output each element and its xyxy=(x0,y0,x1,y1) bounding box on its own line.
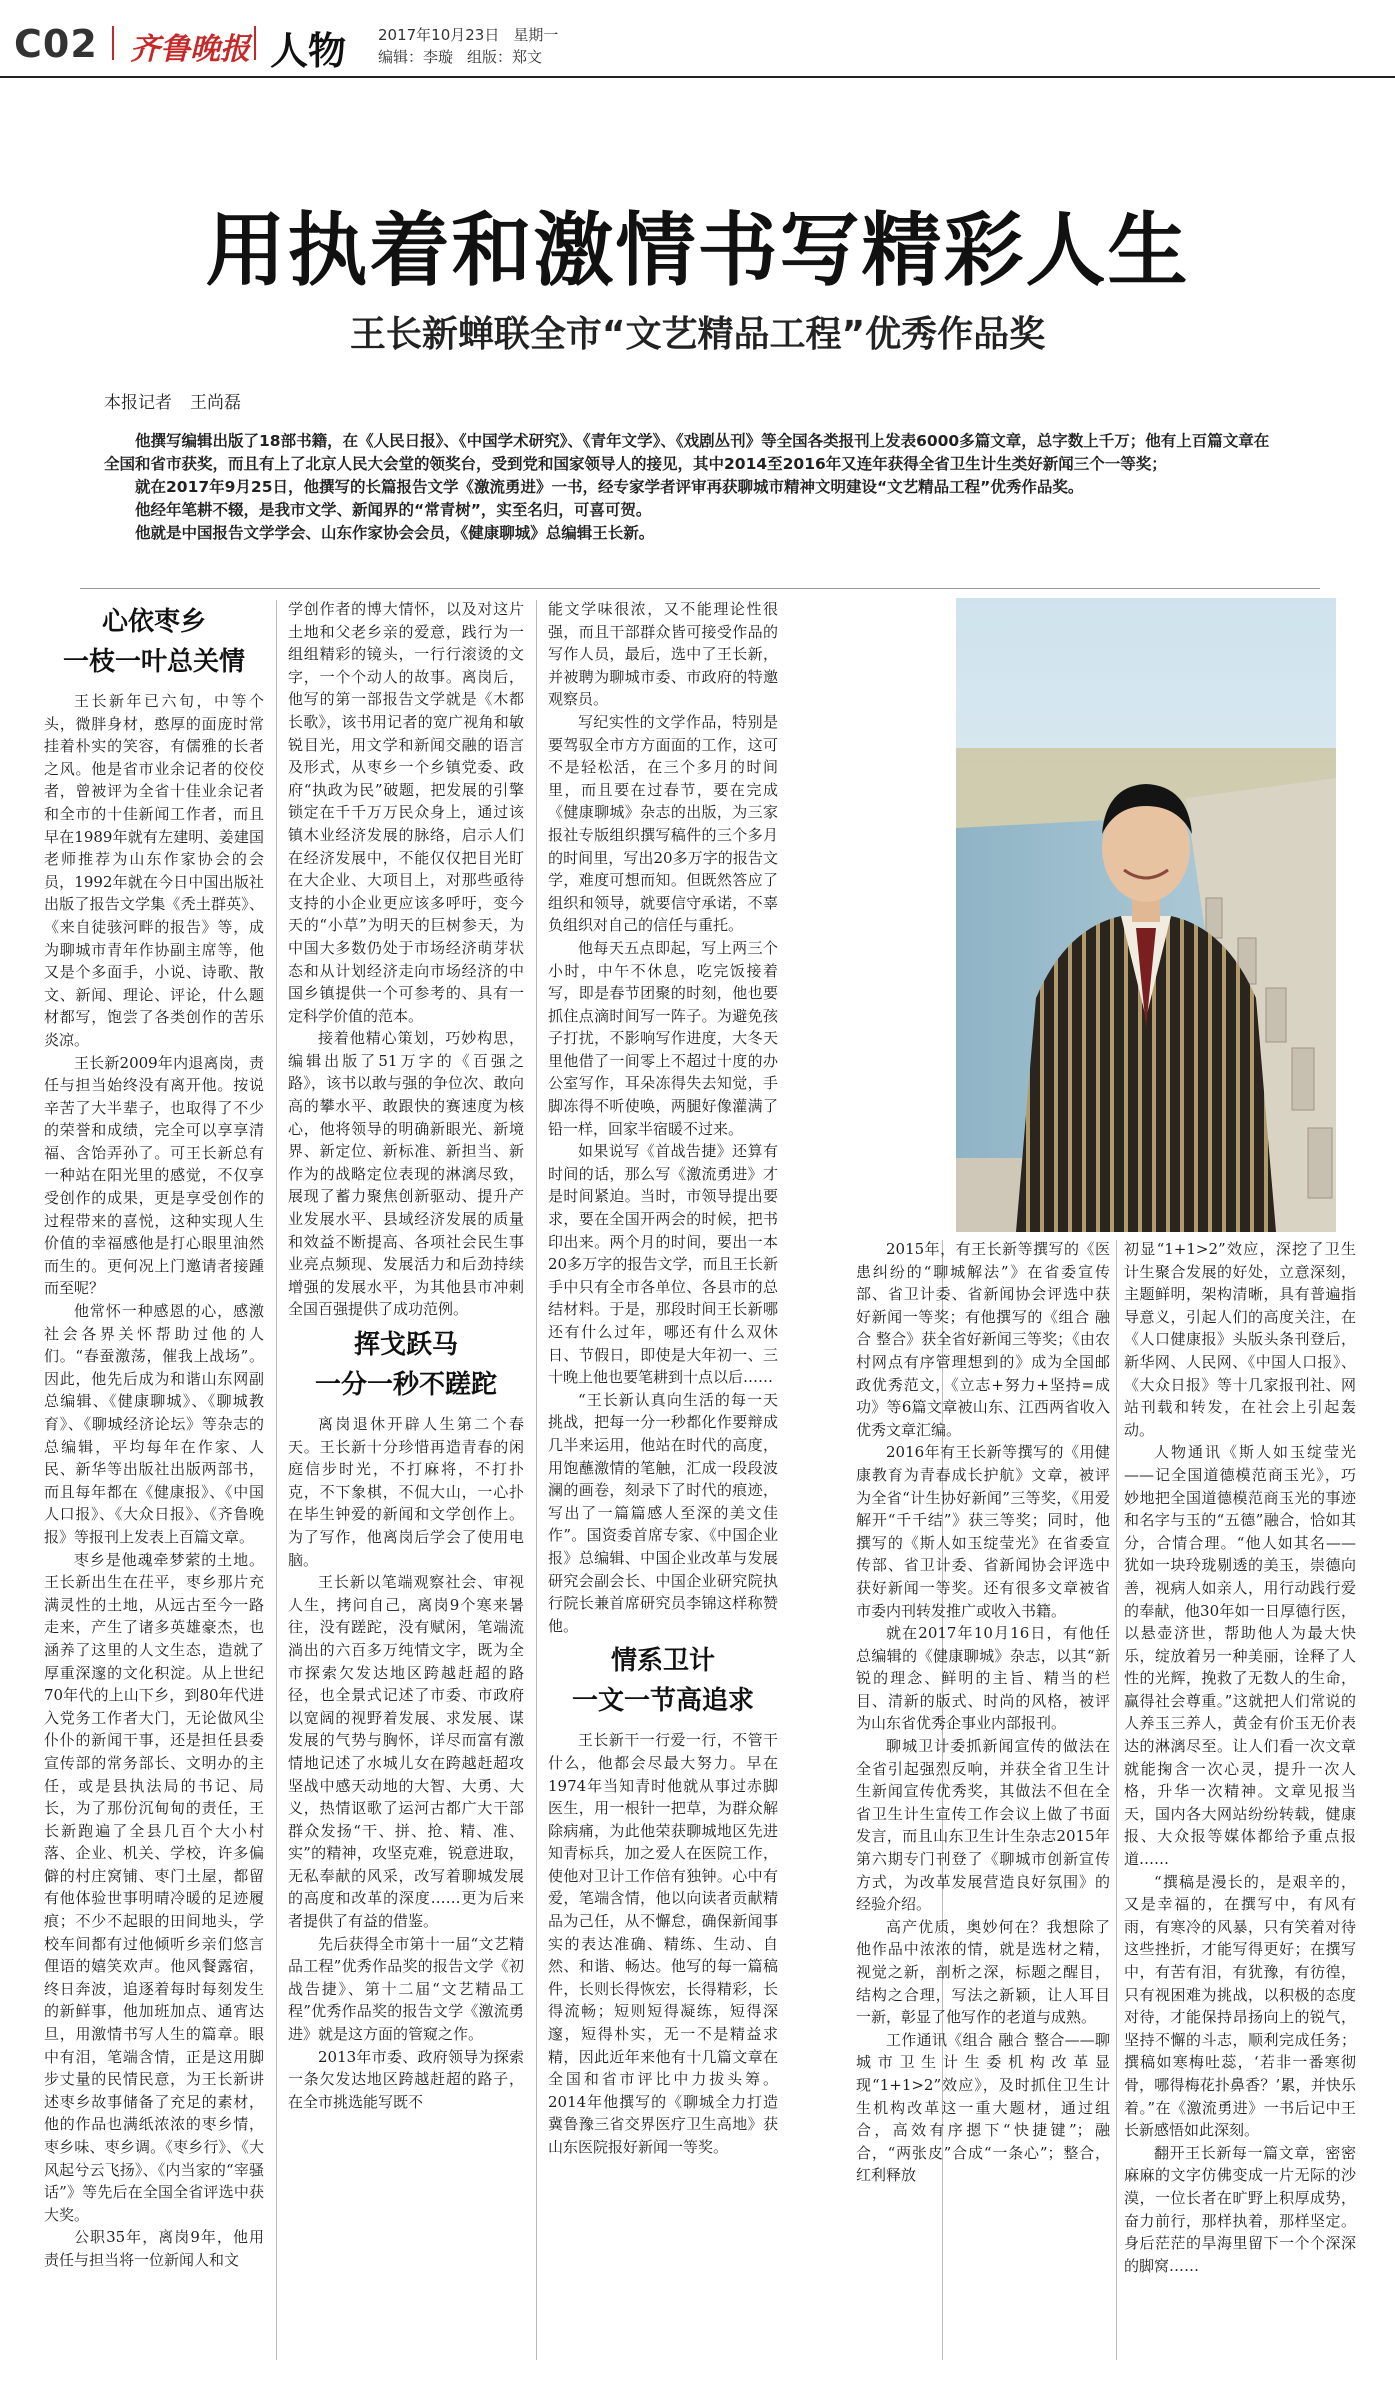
article-paragraph: 王长新2009年内退离岗，责任与担当始终没有离开他。按说辛苦了大半辈子，也取得了不少的荣誉和成绩，完全可以享享清福、含饴弄孙了。可王长新总有一种站在阳光里的感觉，不仅享受创作的成果，更是享受创作的过程带来的喜悦，这种实现人生价值的幸福感他是打心眼里油然而生的。更何况上门邀请者接踵而至呢？ xyxy=(44,1053,264,1298)
article-column-4 xyxy=(856,1238,1110,2368)
lead-paragraph: 他就是中国报告文学学会、山东作家协会会员，《健康聊城》总编辑王长新。 xyxy=(135,524,655,542)
byline xyxy=(104,388,259,413)
column-divider xyxy=(276,600,277,2360)
editor-credit: 编辑：李璇 xyxy=(378,48,454,66)
article-paragraph: “撰稿是漫长的，是艰辛的，又是幸福的，在撰写中，有风有雨，有寒冷的风暴，只有笑着对待这些挫折，才能写得更好；在撰写中，有苦有泪，有犹豫，有彷徨，只有视困难为挑战，以积极的态度对待，才能保持昂扬向上的锐气，坚持不懈的斗志，顺利完成任务；撰稿如寒梅吐蕊，‘若非一番寒彻骨，哪得梅花扑鼻香？’累，并快乐着。”在《激流勇进》一书后记中王长新感悟如此深刻。 xyxy=(1124,1872,1356,2140)
article-column-5 xyxy=(1124,1238,1356,2368)
article-paragraph: 王长新以笔端观察社会、审视人生，拷问自己，离岗9个寒来暑往，没有蹉跎，没有赋闲，笔端流淌出的六百多万纯情文字，既为全市探索欠发达地区跨越赶超的路径，也全景式记述了市委、市政府以宽阔的视野着发展、求发展、谋发展的气势与胸怀，详尽而富有激情地记述了水城儿女在跨越赶超攻坚战中感天动地的大智、大勇、大义，热情讴歌了运河古都广大干部群众发扬“干、拼、抢、精、准、实”的精神，攻坚克难，锐意进取，无私奉献的风采，改写着聊城发展的高度和改革的深度……更为后来者提供了有益的借鉴。 xyxy=(288,1573,524,1931)
section-subhead-2: 挥戈跃马 一分一秒不蹉跎 xyxy=(314,1330,497,1400)
portrait-photo xyxy=(956,598,1336,1232)
column-divider xyxy=(1116,1240,1117,2360)
header-divider xyxy=(254,26,256,60)
newspaper-masthead: 齐鲁晚报 xyxy=(130,32,250,67)
issue-weekday: 星期一 xyxy=(513,26,559,44)
lead-paragraph: 就在2017年9月25日，他撰写的长篇报告文学《激流勇进》一书，经专家学者评审再获聊城市精神文明建设“文艺精品工程”优秀作品奖。 xyxy=(135,478,1084,496)
sub-headline: 王长新蝉联全市“文艺精品工程”优秀作品奖 xyxy=(349,314,1046,355)
article-paragraph: 王长新年已六旬，中等个头，微胖身材，憨厚的面庞时常挂着朴实的笑容，有儒雅的长者之风。他是省市业余记者的佼佼者，曾被评为全省十佳业余记者和全市的十佳新闻工作者，而且早在1989年就有左建明、姜建国老师推荐为山东作家协会的会员，1992年就在今日中国出版社出版了报告文学集《秃土群英》、《来自徒骇河畔的报告》等，成为聊城市青年作协副主席等，他又是个多面手，小说、诗歌、散文、新闻、理论、评论，什么题材都写，饱尝了各类创作的苦乐炎凉。 xyxy=(44,692,264,1049)
article-paragraph: 工作通讯《组合 融合 整合——聊城市卫生计生委机构改革显现“1+1>2”效应》，及时抓住卫生计生机构改革这一重大题材，通过组合，高效有序摁下“快捷键”；融合，“两张皮”合成“一条心”；整合，红利释放 xyxy=(856,2030,1110,2185)
article-paragraph: 学创作者的博大情怀，以及对这片土地和父老乡亲的爱意，践行为一组组精彩的镜头，一行行滚烫的文字，一个个动人的故事。离岗后，他写的第一部报告文学就是《木都长歌》，该书用记者的宽广视角和敏锐目光，用文学和新闻交融的语言及形式，从枣乡一个乡镇党委、政府“执政为民”破题，把发展的引擎锁定在千千万万民众身上，通过该镇木业经济发展的脉络，启示人们在经济发展中，不能仅仅把目光盯在大企业、大项目上，对那些亟待支持的小企业更应该多呼吁，变今天的“小草”为明天的巨树参天，为中国大多数仍处于市场经济萌芽状态和从计划经济走向市场经济的中国乡镇提供一个可参考的、具有一定科学价值的范本。 xyxy=(288,600,524,1025)
article-paragraph: 如果说写《首战告捷》还算有时间的话，那么写《激流勇进》才是时间紧迫。当时，市领导提出要求，要在全国开两会的时候，把书印出来。两个月的时间，要出一本20多万字的报告文学，而且王长新手中只有全市各单位、各县市的总结材料。于是，那段时间王长新哪还有什么过年，哪还有什么双休日、节假日，即使是大年初一、三十晚上他也要笔耕到十点以后…… xyxy=(548,1142,778,1387)
header-divider xyxy=(112,26,114,60)
article-paragraph: 聊城卫计委抓新闻宣传的做法在全省引起强烈反响，并获全省卫生计生新闻宣传优秀奖，其做法不但在全省卫生计生宣传工作会议上做了书面发言，而且山东卫生计生杂志2015年第六期专门刊登了《聊城市创新宣传方式，为改革发展营造良好氛围》的经验介绍。 xyxy=(856,1737,1110,1914)
article-paragraph: 就在2017年10月16日，有他任总编辑的《健康聊城》杂志，以其“新锐的理念、鲜明的主旨、精当的栏目、清新的版式、时尚的风格，被评为山东省优秀企事业内部报刊。 xyxy=(856,1624,1110,1733)
article-paragraph: 人物通讯《斯人如玉绽莹光——记全国道德模范商玉光》，巧妙地把全国道德模范商玉光的事迹和名字与玉的“五德”融合，恰如其分，合情合理。“他人如其名——犹如一块玲珑剔透的美玉，崇德向善，视病人如亲人，用行动践行爱的奉献，他30年如一日厚德行医，以悬壶济世，帮助他人为最大快乐，绽放着另一种美丽，诠释了人性的光辉，挽救了无数人的生命，赢得社会尊重。”这就把人们常说的人养玉三养人，黄金有价玉无价表达的淋漓尽至。让人们看一次文章就能掬含一次心灵，提升一次人格，升华一次精神。文章见报当天，国内各大网站纷纷转载，健康报、大众报等媒体都给予重点报道…… xyxy=(1124,1443,1356,1869)
article-paragraph: 枣乡是他魂牵梦萦的土地。王长新出生在茌平，枣乡那片充满灵性的土地，从远古至今一路走来，产生了诸多英雄豪杰，也涵养了这里的人文生态，造就了厚重深邃的文化积淀。从上世纪70年代的上山下乡，到80年代进入党务工作者大门，无论做风尘仆仆的新闻干事，还是担任县委宣传部的常务部长、文明办的主任，或是县执法局的书记、局长，为了那份沉甸甸的责任，王长新跑遍了全县几百个大小村落、企业、机关、学校，许多偏僻的村庄窝铺、枣门土屋，都留有他体验世事明晴冷暖的足迹履痕；不少不起眼的田间地头，学校车间都有过他倾听乡亲们悠言俚语的嬉笑欢声。他风餐露宿，终日奔波，追逐着每时每刻发生的新鲜事，他加班加点、通宵达旦，用激情书写人生的篇章。眼中有泪，笔端含情，正是这用脚步丈量的民情民意，为王长新讲述枣乡故事储备了充足的素材，他的作品也满纸浓浓的枣乡情，枣乡味、枣乡调。《枣乡行》、《大风起兮云飞扬》、《内当家的“宰骚话”》等先后在全国全省评选中获大奖。 xyxy=(44,1550,264,2224)
article-paragraph: 2015年，有王长新等撰写的《医患纠纷的“聊城解法”》在省委宣传部、省卫计委、省新闻协会评选中获好新闻一等奖；有他撰写的《组合 融合 整合》获全省好新闻三等奖；《由农村网点有序管理想到的》成为全国邮政优秀范文，《立志+努力+坚持=成功》等6篇文章被山东、江西两省收入优秀文章汇编。 xyxy=(856,1240,1110,1439)
byline-label: 本报记者 xyxy=(104,393,172,413)
column-divider xyxy=(536,600,537,2360)
layout-credit: 组版：郑文 xyxy=(467,48,543,66)
column-3-inner xyxy=(548,598,778,2159)
page-header xyxy=(0,0,1395,78)
lead-rule xyxy=(80,588,1320,589)
lead-paragraph: 他撰写编辑出版了18部书籍，在《人民日报》、《中国学术研究》、《青年文学》、《戏剧丛刊》等全国各类报刊上发表6000多篇文章，总字数上千万；他有上百篇文章在全国和省市获奖，而且有上了北京人民大会堂的领奖台，受到党和国家领导人的接见，其中2014至2016年又连年获得全省卫生计生类好新闻三个一等奖； xyxy=(104,432,1270,473)
main-headline: 用执着和激情书写精彩人生 xyxy=(205,204,1190,297)
article-paragraph: 能文学味很浓，又不能理论性很强，而且干部群众皆可接受作品的写作人员，最后，选中了王长新，并被聘为聊城市委、市政府的特邀观察员。 xyxy=(548,600,778,709)
article-column-2 xyxy=(288,598,524,2368)
article-paragraph: 高产优质，奥妙何在？我想除了他作品中浓浓的情，就是选材之精，视觉之新，剖析之深，标题之醒目，结构之合理，写法之新颖，让人耳目一新，彰显了他写作的老道与成熟。 xyxy=(856,1917,1110,2027)
article-paragraph: 先后获得全市第十一届“文艺精品工程”优秀作品奖的报告文学《初战告捷》、第十二届“文艺精品工程”优秀作品奖的报告文学《激流勇进》就是这方面的管窥之作。 xyxy=(288,1934,524,2044)
article-paragraph: 王长新干一行爱一行，不管干什么，他都会尽最大努力。早在1974年当知青时他就从事过赤脚医生，用一根针一把草，为群众解除病痛，为此他荣获聊城地区先进知青标兵，加之爱人在医院工作，使他对卫计工作倍有独钟。心中有爱，笔端含情，他以向读者贡献精品为己任，从不懈怠，确保新闻事实的表达准确、精练、生动、自然、和谐、畅达。他写的每一篇稿件，长则长得恢宏，长得精彩，长得流畅；短则短得凝练，短得深邃，短得朴实，无一不是精益求精，因此近年来他有十几篇文章在全国和省市评比中力拔头筹。2014年他撰写的《聊城全力打造冀鲁豫三省交界医疗卫生高地》获山东医院报好新闻一等奖。 xyxy=(548,1731,778,2156)
article-paragraph: “王长新认真向生活的每一天挑战，把每一分一秒都化作要辩成几半来运用，他站在时代的高度，用饱蘸激情的笔触，汇成一段段波澜的画卷，刻录下了时代的痕迹，写出了一篇篇感人至深的美文佳作”。国资委首席专家、《中国企业报》总编辑、中国企业改革与发展研究会副会长、中国企业研究院执行院长兼首席研究员李锦这样称赞他。 xyxy=(548,1390,778,1635)
article-paragraph: 他每天五点即起，写上两三个小时，中午不休息，吃完饭接着写，即是春节团聚的时刻，他也要抓住点滴时间写一阵子。为避免孩子打扰，不影响写作进度，大冬天里他借了一间零上不超过十度的办公室写作，耳朵冻得失去知觉，手脚冻得不听使唤，两腿好像灌满了铅一样，回家半宿暖不过来。 xyxy=(548,938,778,1138)
section-subhead-3: 情系卫计 一文一节高追求 xyxy=(571,1646,754,1717)
article-paragraph: 2016年有王长新等撰写的《用健康教育为青春成长护航》文章，被评为全省“计生协好新闻”三等奖，《用爱解开“千千结”》获三等奖；同时，他撰写的《斯人如玉绽莹光》在省委宣传部、省卫计委、省新闻协会评选中获好新闻一等奖。还有很多文章被省市委内刊转发推广或收入书籍。 xyxy=(856,1443,1110,1620)
article-column-1 xyxy=(44,598,264,2368)
article-paragraph: 初显“1+1>2”效应，深挖了卫生计生聚合发展的好处，立意深刻，主题鲜明，架构清晰，具有普遍指导意义，引起人们的高度关注，在《人口健康报》头版头条刊登后，新华网、人民网、《中国人口报》、《大众日报》等十几家报刊社、网站刊载和转发，在社会上引起轰动。 xyxy=(1124,1240,1356,1439)
issue-date: 2017年10月23日 xyxy=(378,26,500,44)
section-subhead-1: 心依枣乡 一枝一叶总关情 xyxy=(62,607,245,677)
portrait-illustration xyxy=(956,598,1336,1232)
article-paragraph: 离岗退休开辟人生第二个春天。王长新十分珍惜再造青春的闲庭信步时光，不打麻将，不打扑克，不下象棋，不侃大山，一心扑在毕生钟爱的新闻和文学创作上。为了写作，他离岗后学会了使用电脑。 xyxy=(288,1415,524,1569)
article-paragraph: 公职35年，离岗9年，他用责任与担当将一位新闻人和文 xyxy=(44,2228,264,2269)
article-paragraph: 接着他精心策划，巧妙构思，编辑出版了51万字的《百强之路》，该书以敢与强的争位次、敢向高的攀水平、敢跟快的赛速度为核心，他将领导的明确新眼光、新境界、新定位、新标准、新担当、新作为的战略定位表现的淋漓尽致，展现了蓄力聚焦创新驱动、提升产业发展水平、县域经济发展的质量和效益不断提高、各项社会民生事业亮点频现、发展活力和后劲持续增强的发展水平，为其他县市冲刺全国百强提供了成功范例。 xyxy=(288,1029,524,1319)
article-paragraph: 写纪实性的文学作品，特别是要驾驭全市方方面面的工作，这可不是轻松活，在三个多月的时间里，而且要在过春节，要在完成《健康聊城》杂志的出版，为三家报社专版组织撰写稿件的三个多月的时间里，写出20多万字的报告文学，难度可想而知。但既然答应了组织和领导，就要信守承诺，不辜负组织对自己的信任与重托。 xyxy=(548,712,778,935)
page-number: C02 xyxy=(14,22,98,66)
article-paragraph: 他常怀一种感恩的心，感激社会各界关怀帮助过他的人们。“春蚕激荡，催我上战场”。因此，他先后成为和谐山东网副总编辑、《健康聊城》、《聊城教育》、《聊城经济论坛》等杂志的总编辑，平均每年在作家、人民、新华等出版社出版两部书，而且每年都在《健康报》、《中国人口报》、《大众日报》、《齐鲁晚报》等报刊上发表上百篇文章。 xyxy=(44,1302,264,1546)
byline-name: 王尚磊 xyxy=(190,393,241,413)
header-meta xyxy=(378,24,572,68)
article-paragraph: 2013年市委、政府领导为探索一条欠发达地区跨越赶超的路子，在全市挑选能写既不 xyxy=(288,2047,524,2111)
section-title: 人物 xyxy=(270,28,347,73)
article-paragraph: 翻开王长新每一篇文章，密密麻麻的文字仿佛变成一片无际的沙漠，一位长者在旷野上积厚成势，奋力前行，那样执着，那样坚定。身后茫茫的旱海里留下一个个深深的脚窝…… xyxy=(1124,2143,1356,2275)
lead-paragraph: 他经年笔耕不辍，是我市文学、新闻界的“常青树”，实至名归，可喜可贺。 xyxy=(135,501,652,519)
lead-paragraphs xyxy=(104,430,1279,545)
